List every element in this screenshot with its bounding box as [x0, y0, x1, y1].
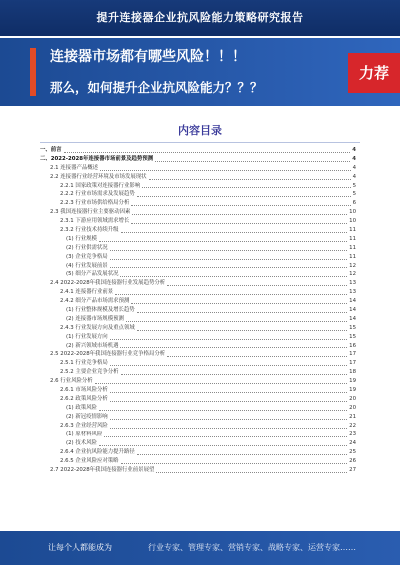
toc-leader-dots: [110, 249, 347, 251]
toc-entry-page: 15: [349, 333, 356, 340]
toc-leader-dots: [121, 462, 348, 464]
toc-entry-text: (4) 行业发展前景: [66, 262, 108, 269]
toc-entry[interactable]: [40, 164, 356, 173]
toc-leader-dots: [149, 178, 351, 180]
toc-entry-text: 2.5 2022-2028年我国连接器行业竞争格局分析: [50, 351, 166, 358]
toc-entry-page: 27: [349, 467, 356, 474]
toc-entry-text: (1) 行业整体规模及增长趋势: [66, 307, 135, 314]
toc-entry-text: 2.6 行业风险分析: [50, 378, 93, 385]
toc-entry[interactable]: [40, 324, 356, 333]
toc-entry-page: 11: [349, 227, 356, 233]
toc-entry[interactable]: [40, 235, 356, 244]
toc-entry-page: 6: [352, 200, 356, 207]
toc-entry[interactable]: [40, 386, 356, 395]
toc-entry[interactable]: [40, 270, 356, 279]
toc-divider: [40, 142, 360, 143]
toc-leader-dots: [137, 453, 347, 455]
toc-entry-text: 2.4 2022-2028年我国连接器行业发展趋势分析: [50, 280, 166, 287]
hero-banner: [0, 38, 400, 106]
toc-entry-text: 2.4.1 连接器行业前景: [60, 289, 114, 296]
toc-entry[interactable]: [40, 466, 356, 475]
toc-entry[interactable]: [40, 333, 356, 342]
toc-entry[interactable]: [40, 306, 356, 315]
toc-entry-page: 4: [352, 155, 356, 162]
toc-entry-page: 14: [349, 307, 356, 314]
toc-entry-page: 20: [349, 395, 356, 402]
toc-entry[interactable]: [40, 279, 356, 288]
toc-entry-text: 2.2.1 国家政策对连接器行业影响: [60, 182, 141, 189]
toc-entry-page: 10: [349, 218, 356, 225]
toc-entry-page: 26: [349, 458, 356, 465]
toc-entry-page: 19: [349, 387, 356, 394]
toc-entry[interactable]: [40, 439, 356, 448]
toc-leader-dots: [167, 284, 347, 286]
toc-entry[interactable]: [40, 404, 356, 413]
toc-entry-page: 25: [349, 449, 356, 456]
toc-title: 内容目录: [178, 124, 222, 137]
toc-entry[interactable]: [40, 173, 356, 182]
toc-entry-page: 5: [352, 191, 356, 198]
toc-leader-dots: [120, 346, 347, 348]
toc-leader-dots: [99, 240, 347, 242]
toc-entry-text: 2.7 2022-2028年我国连接器行业前景展望: [50, 467, 155, 474]
toc-entry-text: 2.3.2 行业技术持续升级: [60, 227, 119, 233]
toc-entry-text: (5) 细分产品发展状况: [66, 271, 119, 278]
toc-entry-page: 17: [349, 351, 356, 358]
toc-entry-text: 2.3.1 下游应用领域需求增长: [60, 218, 130, 225]
toc-entry-page: 10: [349, 209, 356, 216]
toc-entry[interactable]: [40, 288, 356, 297]
toc-leader-dots: [110, 364, 347, 366]
toc-entry-text: 2.4.2 细分产品市场需求预测: [60, 298, 130, 305]
hero-accent-bar: [30, 48, 36, 96]
toc-entry-text: 2.1 连接器产品概述: [50, 164, 99, 171]
toc-entry[interactable]: [40, 342, 356, 351]
toc-entry-page: 24: [349, 440, 356, 447]
toc-entry-page: 14: [349, 315, 356, 322]
toc-leader-dots: [137, 329, 347, 331]
toc-leader-dots: [121, 373, 348, 375]
toc-entry[interactable]: [40, 350, 356, 359]
toc-entry[interactable]: [40, 244, 356, 253]
toc-entry[interactable]: [40, 457, 356, 466]
toc-entry-text: 2.5.1 行业竞争格局: [60, 360, 108, 367]
toc-entry-text: (1) 行业规模: [66, 235, 97, 242]
toc-leader-dots: [137, 311, 347, 313]
toc-entry-page: 21: [349, 413, 356, 420]
toc-entry-text: 2.6.3 企业经营风险: [60, 422, 108, 429]
toc-entry-page: 12: [349, 271, 356, 278]
toc-entry-page: 15: [349, 324, 356, 331]
toc-entry-text: (2) 连接器市场规模预测: [66, 315, 124, 322]
toc-entry-page: 5: [352, 182, 356, 189]
footer-banner: [0, 531, 400, 565]
toc-entry[interactable]: [40, 146, 356, 155]
toc-leader-dots: [110, 418, 347, 420]
toc-entry[interactable]: [40, 395, 356, 404]
footer-roles: 行业专家、管理专家、营销专家、战略专家、运营专家……: [148, 543, 356, 552]
toc-leader-dots: [137, 195, 351, 197]
toc-leader-dots: [115, 293, 347, 295]
toc-entry-text: 2.2.2 行业市场需求及发展趋势: [60, 191, 135, 198]
toc-leader-dots: [131, 222, 347, 224]
toc-leader-dots: [156, 471, 347, 473]
toc-leader-dots: [110, 400, 347, 402]
toc-leader-dots: [110, 391, 347, 393]
toc-leader-dots: [155, 160, 350, 162]
toc-entry-page: 20: [349, 404, 356, 411]
toc-entry-text: (1) 政策风险: [66, 404, 97, 411]
toc-entry[interactable]: [40, 217, 356, 226]
recommend-badge: 力荐: [348, 53, 400, 93]
toc-leader-dots: [126, 320, 347, 322]
toc-entry[interactable]: [40, 315, 356, 324]
toc-leader-dots: [95, 382, 348, 384]
toc-entry[interactable]: [40, 182, 356, 191]
toc-leader-dots: [121, 231, 348, 233]
toc-entry-page: 19: [349, 378, 356, 385]
toc-leader-dots: [64, 151, 351, 153]
toc-entry-text: 2.6.5 企业风险应对策略: [60, 458, 119, 465]
toc-entry[interactable]: [40, 448, 356, 457]
report-header: [0, 0, 400, 36]
toc-entry[interactable]: [40, 368, 356, 377]
toc-entry-page: 4: [352, 146, 356, 153]
toc-leader-dots: [132, 213, 347, 215]
toc-entry-page: 13: [349, 289, 356, 296]
toc-entry-text: 一、前言: [40, 146, 62, 153]
toc-leader-dots: [110, 266, 347, 268]
toc-entry-text: 2.3 我国连接器行业主要驱动因素: [50, 209, 131, 216]
toc-entry-page: 23: [349, 431, 356, 438]
toc-entry[interactable]: [40, 199, 356, 208]
table-of-contents: [40, 146, 356, 475]
toc-leader-dots: [120, 275, 347, 277]
toc-entry-text: 2.2.3 行业市场供给格局分析: [60, 200, 130, 207]
toc-leader-dots: [142, 186, 350, 188]
toc-entry-text: (2) 新冠疫情影响: [66, 413, 108, 420]
toc-entry[interactable]: [40, 359, 356, 368]
toc-entry-page: 16: [349, 342, 356, 349]
toc-entry[interactable]: [40, 190, 356, 199]
hero-headline: 连接器市场都有哪些风险！！！: [50, 49, 246, 65]
toc-entry[interactable]: [40, 253, 356, 262]
toc-entry[interactable]: [40, 377, 356, 386]
toc-entry[interactable]: [40, 226, 356, 235]
toc-leader-dots: [110, 258, 347, 260]
toc-entry-text: 2.4.3 行业发展方向及重点领域: [60, 324, 135, 331]
toc-entry-page: 11: [349, 253, 356, 260]
toc-entry-text: (3) 企业竞争格局: [66, 253, 108, 260]
toc-entry-text: 二、2022-2028年连接器市场前景及趋势预测: [40, 155, 154, 162]
toc-leader-dots: [131, 302, 347, 304]
toc-entry[interactable]: [40, 297, 356, 306]
toc-entry-page: 4: [352, 173, 356, 180]
toc-entry-text: 2.6.1 市场风险分析: [60, 387, 108, 394]
toc-entry-page: 13: [349, 280, 356, 287]
toc-entry-text: (2) 新兴领域市场机遇: [66, 342, 119, 349]
report-title: 提升连接器企业抗风险能力策略研究报告: [96, 11, 304, 24]
toc-entry[interactable]: [40, 413, 356, 422]
toc-leader-dots: [99, 444, 347, 446]
toc-leader-dots: [100, 169, 351, 171]
toc-entry-page: 4: [352, 164, 356, 171]
toc-entry-text: (2) 技术风险: [66, 440, 97, 447]
toc-entry-text: 2.6.4 企业抗风险能力提升路径: [60, 449, 135, 456]
hero-subheadline: 那么，如何提升企业抗风险能力？？？: [50, 80, 263, 95]
toc-entry-text: (1) 原材料风险: [66, 431, 103, 438]
toc-entry[interactable]: [40, 155, 356, 164]
toc-entry-text: 2.6.2 政策风险分析: [60, 395, 108, 402]
toc-leader-dots: [104, 435, 347, 437]
toc-entry-page: 12: [349, 262, 356, 269]
toc-entry-text: 2.2 连接器行业经营环境及市场发展现状: [50, 173, 147, 180]
toc-leader-dots: [131, 204, 350, 206]
toc-entry-page: 17: [349, 360, 356, 367]
toc-leader-dots: [110, 338, 347, 340]
toc-entry-page: 14: [349, 298, 356, 305]
toc-entry[interactable]: [40, 262, 356, 271]
toc-entry-page: 11: [349, 235, 356, 242]
toc-entry[interactable]: [40, 431, 356, 440]
toc-entry-text: 2.5.2 主要企业竞争分析: [60, 369, 119, 376]
toc-entry-text: (2) 行业供需状况: [66, 244, 108, 251]
toc-leader-dots: [99, 409, 347, 411]
toc-entry-page: 18: [349, 369, 356, 376]
toc-entry-text: (1) 行业发展方向: [66, 333, 108, 340]
footer-slogan: 让每个人都能成为: [48, 543, 112, 552]
toc-entry-page: 11: [349, 244, 356, 251]
toc-leader-dots: [167, 355, 347, 357]
toc-entry-page: 22: [349, 422, 356, 429]
toc-entry[interactable]: [40, 422, 356, 431]
toc-entry[interactable]: [40, 208, 356, 217]
toc-leader-dots: [110, 427, 347, 429]
